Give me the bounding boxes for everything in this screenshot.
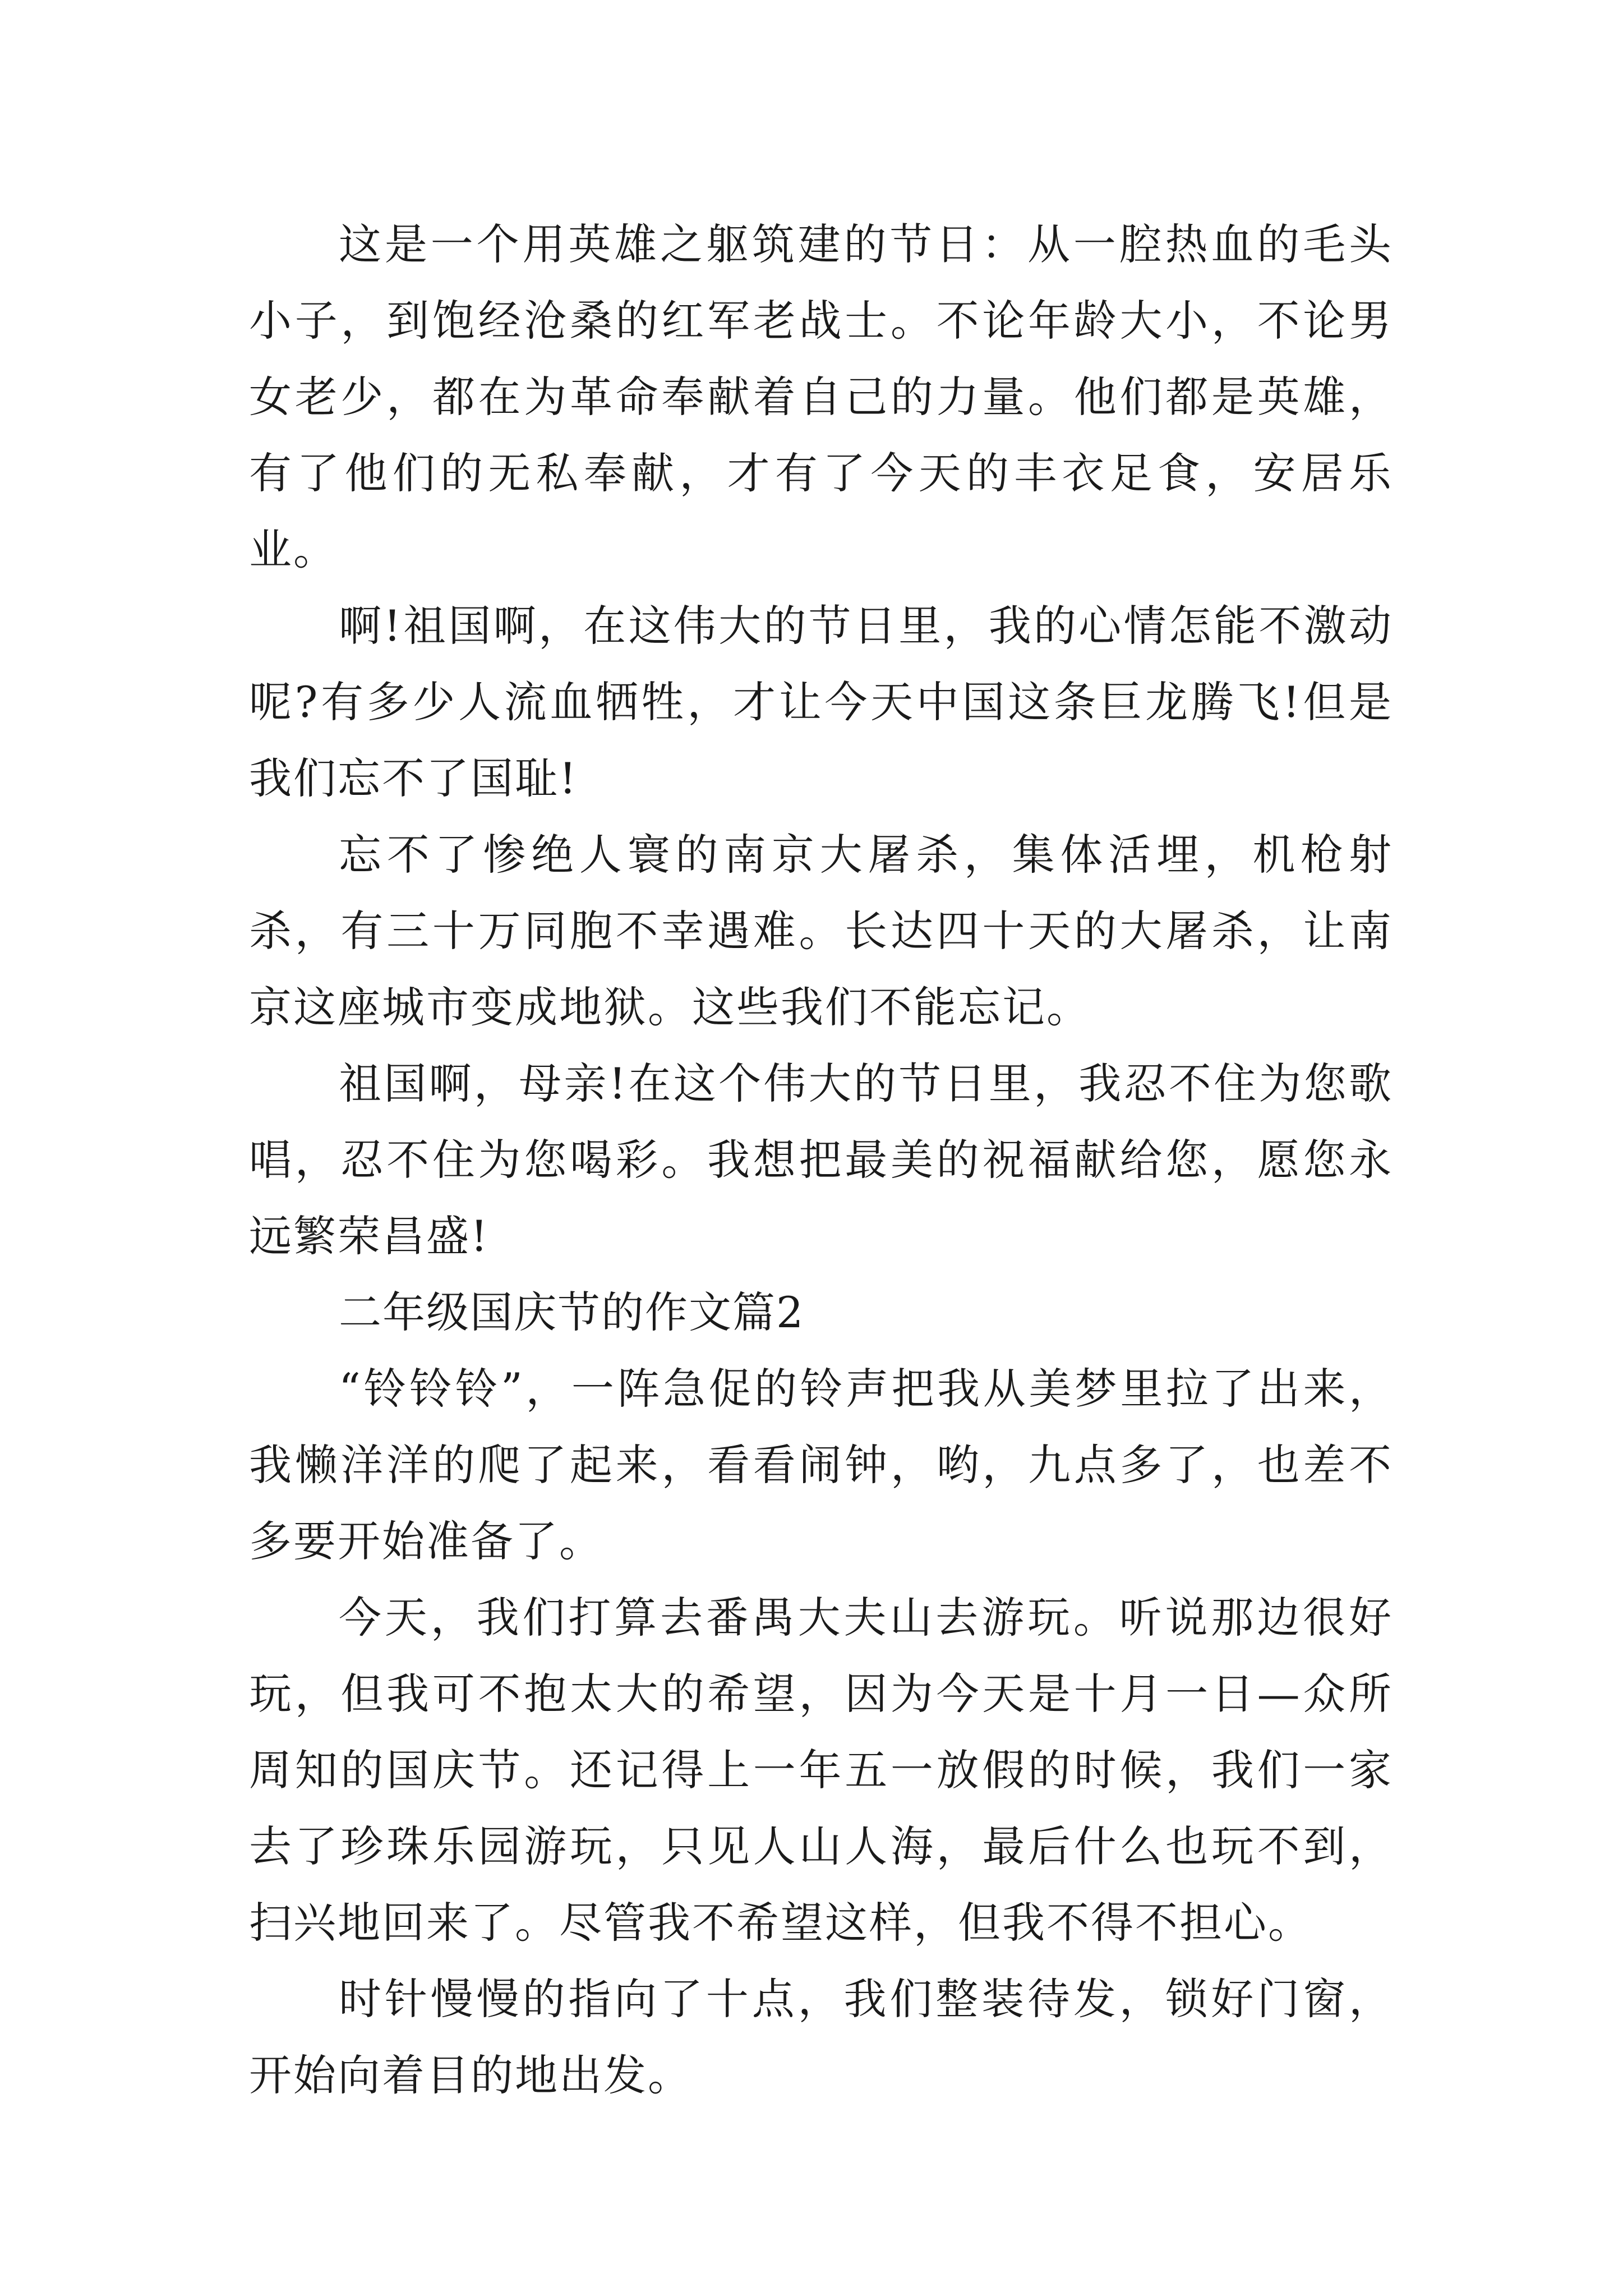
document-body: [249, 206, 1393, 2114]
paragraph: 时针慢慢的指向了十点，我们整装待发，锁好门窗，开始向着目的地出发。: [249, 1974, 1393, 2100]
paragraph: “铃铃铃”，一阵急促的铃声把我从美梦里拉了出来，我懒洋洋的爬了起来，看看闹钟，哟，九点多了，也差不多要开始准备了。: [249, 1364, 1393, 1566]
paragraph: 祖国啊，母亲!在这个伟大的节日里，我忍不住为您歌唱，忍不住为您喝彩。我想把最美的祝福献给您，愿您永远繁荣昌盛!: [249, 1059, 1393, 1261]
paragraph: 啊!祖国啊，在这伟大的节日里，我的心情怎能不激动呢?有多少人流血牺牲，才让今天中国这条巨龙腾飞!但是我们忘不了国耻!: [249, 601, 1393, 803]
section-heading: 二年级国庆节的作文篇2: [339, 1287, 805, 1337]
paragraph: 今天，我们打算去番禺大夫山去游玩。听说那边很好玩，但我可不抱太大的希望，因为今天是十月一日—众所周知的国庆节。还记得上一年五一放假的时候，我们一家去了珍珠乐园游玩，只见人山人海，最后什么也玩不到，扫兴地回来了。尽管我不希望这样，但我不得不担心。: [249, 1593, 1393, 1948]
paragraph: 忘不了惨绝人寰的南京大屠杀，集体活埋，机枪射杀，有三十万同胞不幸遇难。长达四十天的大屠杀，让南京这座城市变成地狱。这些我们不能忘记。: [249, 830, 1393, 1032]
paragraph: 这是一个用英雄之躯筑建的节日：从一腔热血的毛头小子，到饱经沧桑的红军老战士。不论年龄大小，不论男女老少，都在为革命奉献着自己的力量。他们都是英雄，有了他们的无私奉献，才有了今天的丰衣足食，安居乐业。: [249, 219, 1393, 574]
